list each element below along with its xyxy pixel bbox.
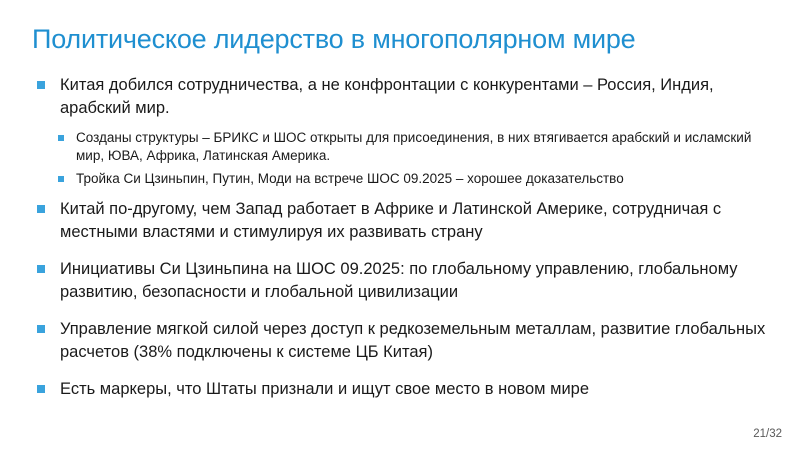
bullet-square-icon [37,325,45,333]
bullet-square-icon [37,385,45,393]
list-item [34,198,774,244]
list-item-label: Тройка Си Цзиньпин, Путин, Моди на встрече ШОС 09.2025 – хорошее доказательство [76,171,624,186]
list-item [34,318,774,364]
bullet-square-icon [58,176,64,182]
list-item-label: Китай по-другому, чем Запад работает в Африке и Латинской Америке, сотрудничая с местными властями и стимулируя их развивать страну [60,200,722,241]
list-item [52,129,774,165]
slide-body [34,74,774,410]
bullet-square-icon [37,205,45,213]
sub-list [52,129,774,188]
list-item [34,258,774,304]
page-number: 21/32 [753,428,782,440]
list-item [34,74,774,120]
page-title: Политическое лидерство в многополярном мире [32,24,636,54]
bullet-square-icon [37,265,45,273]
bullet-square-icon [37,81,45,89]
list-item-label: Созданы структуры – БРИКС и ШОС открыты для присоединения, в них втягивается арабский и исламский мир, ЮВА, Африка, Латинская Америка. [76,130,752,163]
list-item-label: Китая добился сотрудничества, а не конфронтации с конкурентами – Россия, Индия, арабский мир. [60,76,714,117]
bullet-square-icon [58,135,64,141]
list-item-label: Инициативы Си Цзиньпина на ШОС 09.2025: по глобальному управлению, глобальному развитию, безопасности и глобальной цивилизации [60,260,738,301]
list-item [52,170,774,188]
list-item-label: Управление мягкой силой через доступ к редкоземельным металлам, развитие глобальных расчетов (38% подключены к системе ЦБ Китая) [60,320,766,361]
list-item-label: Есть маркеры, что Штаты признали и ищут свое место в новом мире [60,380,590,398]
list-item [34,378,774,401]
